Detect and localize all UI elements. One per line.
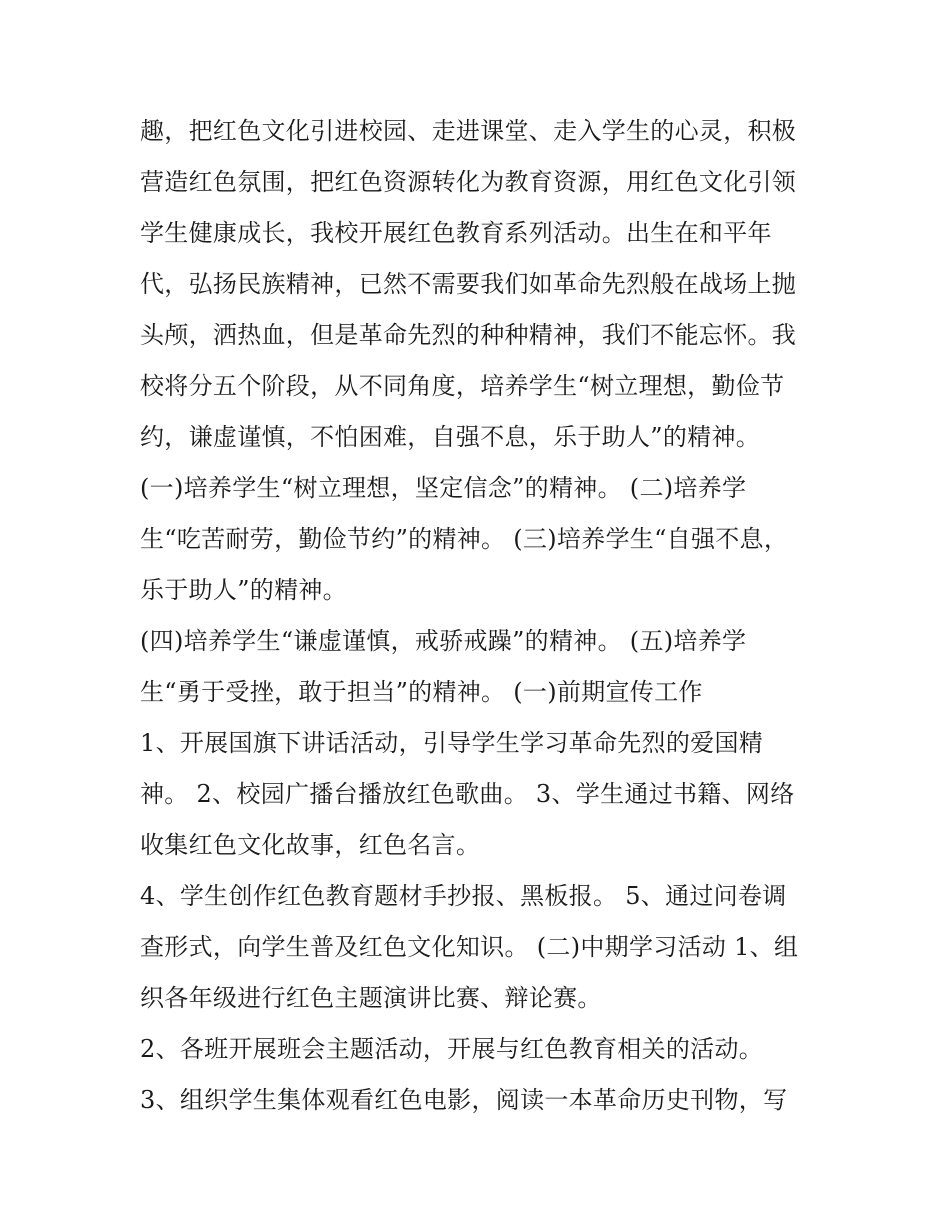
document-body: [140, 106, 830, 1126]
text-line-16: 4、学生创作红色教育题材手抄报、黑板报。 5、通过问卷调: [140, 882, 787, 910]
text-line-17: 查形式，向学生普及红色文化知识。 (二)中期学习活动 1、组: [140, 933, 799, 961]
text-line-9: 生“吃苦耐劳，勤俭节约”的精神。 (三)培养学生“自强不息，: [140, 525, 789, 553]
text-line-18: 织各年级进行红色主题演讲比赛、辩论赛。: [140, 984, 602, 1012]
text-line-10: 乐于助人”的精神。: [140, 576, 347, 604]
text-line-5: 头颅，洒热血，但是革命先烈的种种精神，我们不能忘怀。我: [140, 321, 797, 349]
text-line-6: 校将分五个阶段，从不同角度，培养学生“树立理想，勤俭节: [140, 372, 785, 400]
text-line-2: 营造红色氛围，把红色资源转化为教育资源，用红色文化引领: [140, 168, 797, 196]
text-line-3: 学生健康成长，我校开展红色教育系列活动。出生在和平年: [140, 219, 772, 247]
text-line-7: 约，谦虚谨慎，不怕困难，自强不息，乐于助人”的精神。: [140, 423, 761, 451]
text-line-14: 神。 2、校园广播台播放红色歌曲。 3、学生通过书籍、网络: [140, 780, 795, 808]
text-line-13: 1、开展国旗下讲话活动，引导学生学习革命先烈的爱国精: [140, 729, 764, 757]
text-line-1: 趣，把红色文化引进校园、走进课堂、走入学生的心灵，积极: [140, 117, 797, 145]
text-line-15: 收集红色文化故事，红色名言。: [140, 831, 481, 859]
text-line-11: (四)培养学生“谦虚谨慎，戒骄戒躁”的精神。 (五)培养学: [140, 627, 747, 655]
text-line-8: (一)培养学生“树立理想，坚定信念”的精神。 (二)培养学: [140, 474, 747, 502]
text-line-20: 3、组织学生集体观看红色电影，阅读一本革命历史刊物，写: [140, 1086, 788, 1114]
text-line-4: 代，弘扬民族精神，已然不需要我们如革命先烈般在战场上抛: [140, 270, 797, 298]
text-line-19: 2、各班开展班会主题活动，开展与红色教育相关的活动。: [140, 1035, 764, 1063]
text-line-12: 生“勇于受挫，敢于担当”的精神。 (一)前期宣传工作: [140, 678, 703, 706]
